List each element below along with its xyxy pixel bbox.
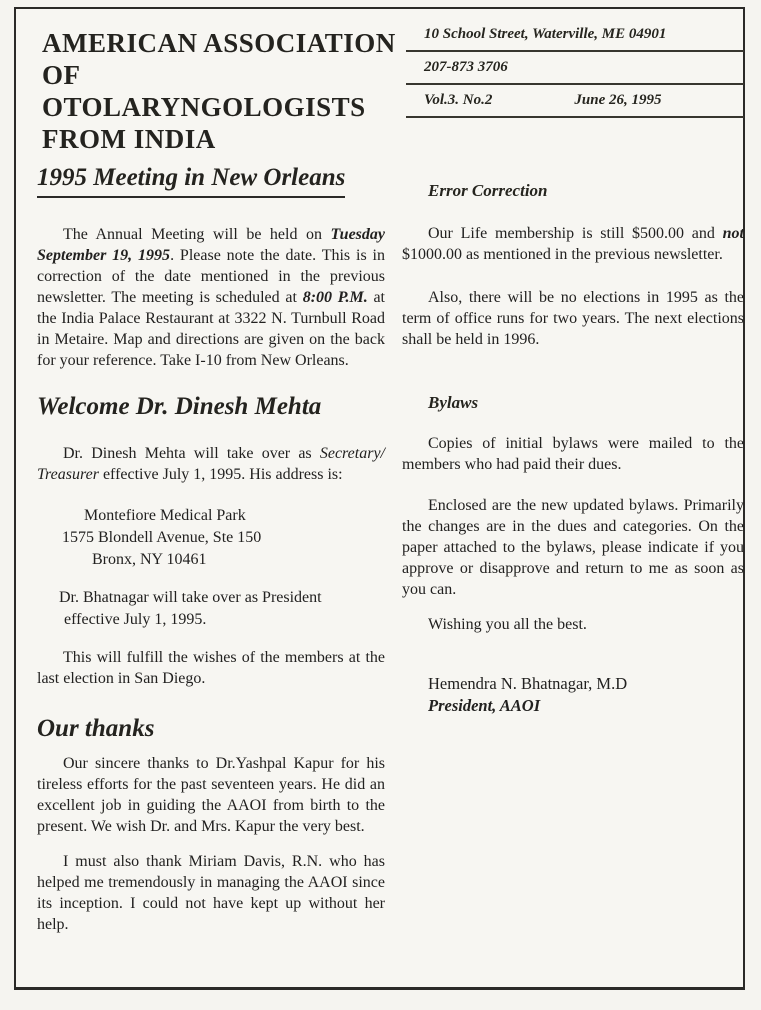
- note-line: Dr. Bhatnagar will take over as President: [59, 589, 322, 606]
- membership-correction-paragraph: Our Life membership is still $500.00 and not $1000.00 as mentioned in the previous newsletter.: [402, 225, 744, 263]
- address-line: 1575 Blondell Avenue, Ste 150: [62, 529, 262, 546]
- right-column: [402, 180, 744, 717]
- issue-date: June 26, 1995: [574, 92, 662, 108]
- error-correction-heading: Error Correction: [428, 181, 548, 200]
- title-line: FROM INDIA: [42, 124, 216, 154]
- address-line: Montefiore Medical Park: [84, 507, 246, 524]
- thanks-section-heading: Our thanks: [37, 715, 155, 742]
- info-row-issue: [406, 85, 744, 118]
- title-line: OF OTOLARYNGOLOGISTS: [42, 60, 366, 122]
- closing-line: Wishing you all the best.: [428, 616, 587, 633]
- newsletter-title: [42, 27, 397, 155]
- masthead-info-box: [406, 19, 744, 118]
- mehta-address-block: [62, 505, 385, 571]
- address-line: Bronx, NY 10461: [92, 551, 207, 568]
- thanks-davis-paragraph: I must also thank Miriam Davis, R.N. who has helped me tremendously in managing the AAOI since its inception. I could not have kept up without her help.: [37, 853, 385, 933]
- meeting-section-heading: 1995 Meeting in New Orleans: [37, 162, 345, 198]
- note-line: effective July 1, 1995.: [64, 611, 207, 628]
- signature-block: [428, 673, 744, 717]
- page-border-frame: [14, 7, 745, 990]
- bylaws-heading: Bylaws: [428, 393, 479, 412]
- bylaws-updated-paragraph: Enclosed are the new updated bylaws. Primarily the changes are in the dues and categories. On the paper attached to the bylaws, please indicate if you approve or disapprove and return to me as soon as you can.: [402, 497, 744, 598]
- elections-correction-paragraph: Also, there will be no elections in 1995 as the term of office runs for two years. The next elections shall be held in 1996.: [402, 289, 744, 348]
- volume-number: Vol.3. No.2: [424, 92, 493, 108]
- thanks-kapur-paragraph: Our sincere thanks to Dr.Yashpal Kapur for his tireless efforts for the past seventeen years. He did an excellent job in guiding the AAOI from birth to the present. We wish Dr. and Mrs. Kapur the very best.: [37, 755, 385, 835]
- info-row-phone: [406, 52, 744, 85]
- association-address: 10 School Street, Waterville, ME 04901: [424, 26, 667, 42]
- bhatnagar-president-note: [37, 587, 385, 631]
- election-wishes-paragraph: This will fulfill the wishes of the members at the last election in San Diego.: [37, 649, 385, 687]
- welcome-paragraph: Dr. Dinesh Mehta will take over as Secretary/​Treasurer effective July 1, 1995. His address is:: [37, 445, 385, 483]
- association-phone: 207-873 3706: [424, 59, 508, 75]
- bylaws-mailed-paragraph: Copies of initial bylaws were mailed to the members who had paid their dues.: [402, 435, 744, 473]
- left-column: [37, 162, 385, 935]
- title-line: AMERICAN ASSOCIATION: [42, 28, 396, 58]
- info-row-address: [406, 19, 744, 52]
- signature-title: President, AAOI: [428, 696, 541, 715]
- welcome-section-heading: Welcome Dr. Dinesh Mehta: [37, 393, 322, 420]
- signature-name: Hemendra N. Bhatnagar, M.D: [428, 674, 628, 693]
- meeting-paragraph: The Annual Meeting will be held on Tuesday September 19, 1995. Please note the date. This is in correction of the date mentioned in the previous newsletter. The meeting is scheduled at 8:00 P.M. at the India Palace Restaurant at 3322 N. Turnbull Road in Metaire. Map and directions are given on the back for your reference. Take I-10 from New Orleans.: [37, 226, 386, 369]
